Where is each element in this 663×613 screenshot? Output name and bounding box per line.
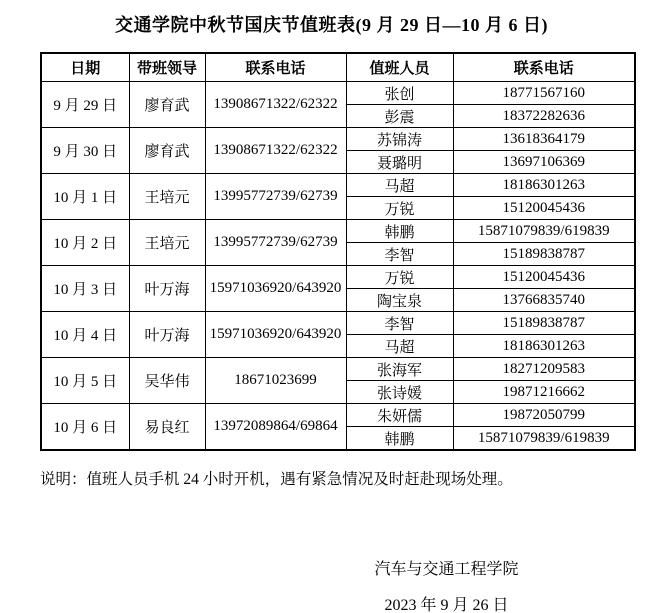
table-header-row [41,53,635,82]
page-title: 交通学院中秋节国庆节值班表(9 月 29 日—10 月 6 日) [115,15,548,35]
duty-name-cell: 张创 [346,82,453,105]
leader-phone-cell: 18671023699 [205,358,346,404]
header-cell-leader-phone: 联系电话 [205,53,346,82]
duty-name-cell: 陶宝泉 [346,289,453,312]
duty-phone-cell: 15189838787 [453,312,635,335]
leader-phone-cell: 13972089864/69864 [205,404,346,451]
duty-phone-cell: 15871079839/619839 [453,427,635,451]
date-cell: 10 月 3 日 [41,266,129,312]
duty-roster-table [40,52,636,451]
footer-date: 2023 年 9 月 26 日 [384,597,509,613]
duty-phone-cell: 19872050799 [453,404,635,427]
duty-phone-cell: 19871216662 [453,381,635,404]
table-row [41,266,635,289]
date-cell: 10 月 4 日 [41,312,129,358]
leader-phone-cell: 13995772739/62739 [205,174,346,220]
duty-phone-cell: 18186301263 [453,335,635,358]
leader-phone-cell: 15971036920/643920 [205,312,346,358]
date-cell: 9 月 29 日 [41,82,129,128]
duty-name-cell: 苏锦涛 [346,128,453,151]
leader-cell: 叶万海 [129,312,205,358]
duty-name-cell: 马超 [346,335,453,358]
duty-phone-cell: 13766835740 [453,289,635,312]
duty-name-cell: 张海军 [346,358,453,381]
duty-name-cell: 李智 [346,312,453,335]
duty-name-cell: 韩鹏 [346,220,453,243]
duty-phone-cell: 15871079839/619839 [453,220,635,243]
duty-phone-cell: 18771567160 [453,82,635,105]
header-cell-duty-phone: 联系电话 [453,53,635,82]
leader-cell: 王培元 [129,174,205,220]
table-row [41,404,635,427]
leader-cell: 叶万海 [129,266,205,312]
leader-cell: 廖育武 [129,82,205,128]
date-cell: 10 月 2 日 [41,220,129,266]
duty-phone-cell: 18186301263 [453,174,635,197]
table-row [41,312,635,335]
duty-name-cell: 万锐 [346,266,453,289]
duty-phone-cell: 15189838787 [453,243,635,266]
leader-phone-cell: 13995772739/62739 [205,220,346,266]
duty-name-cell: 彭震 [346,105,453,128]
duty-phone-cell: 18372282636 [453,105,635,128]
table-row [41,128,635,151]
leader-phone-cell: 15971036920/643920 [205,266,346,312]
duty-name-cell: 李智 [346,243,453,266]
table-row [41,220,635,243]
duty-phone-cell: 15120045436 [453,266,635,289]
leader-phone-cell: 13908671322/62322 [205,128,346,174]
table-row [41,358,635,381]
date-cell: 10 月 1 日 [41,174,129,220]
header-cell-leader: 带班领导 [129,53,205,82]
duty-phone-cell: 15120045436 [453,197,635,220]
table-row [41,174,635,197]
leader-cell: 王培元 [129,220,205,266]
duty-name-cell: 张诗媛 [346,381,453,404]
leader-cell: 易良红 [129,404,205,451]
date-cell: 10 月 6 日 [41,404,129,451]
date-cell: 10 月 5 日 [41,358,129,404]
date-cell: 9 月 30 日 [41,128,129,174]
leader-cell: 廖育武 [129,128,205,174]
duty-phone-cell: 18271209583 [453,358,635,381]
leader-cell: 吴华伟 [129,358,205,404]
footer-organization: 汽车与交通工程学院 [374,561,519,578]
header-cell-date: 日期 [41,53,129,82]
leader-phone-cell: 13908671322/62322 [205,82,346,128]
duty-name-cell: 聂璐明 [346,151,453,174]
duty-name-cell: 马超 [346,174,453,197]
note-text: 说明：值班人员手机 24 小时开机，遇有紧急情况及时赶赴现场处理。 [40,471,513,488]
duty-phone-cell: 13618364179 [453,128,635,151]
duty-phone-cell: 13697106369 [453,151,635,174]
duty-name-cell: 万锐 [346,197,453,220]
header-cell-duty-person: 值班人员 [346,53,453,82]
duty-name-cell: 韩鹏 [346,427,453,451]
table-row [41,82,635,105]
duty-name-cell: 朱妍儒 [346,404,453,427]
